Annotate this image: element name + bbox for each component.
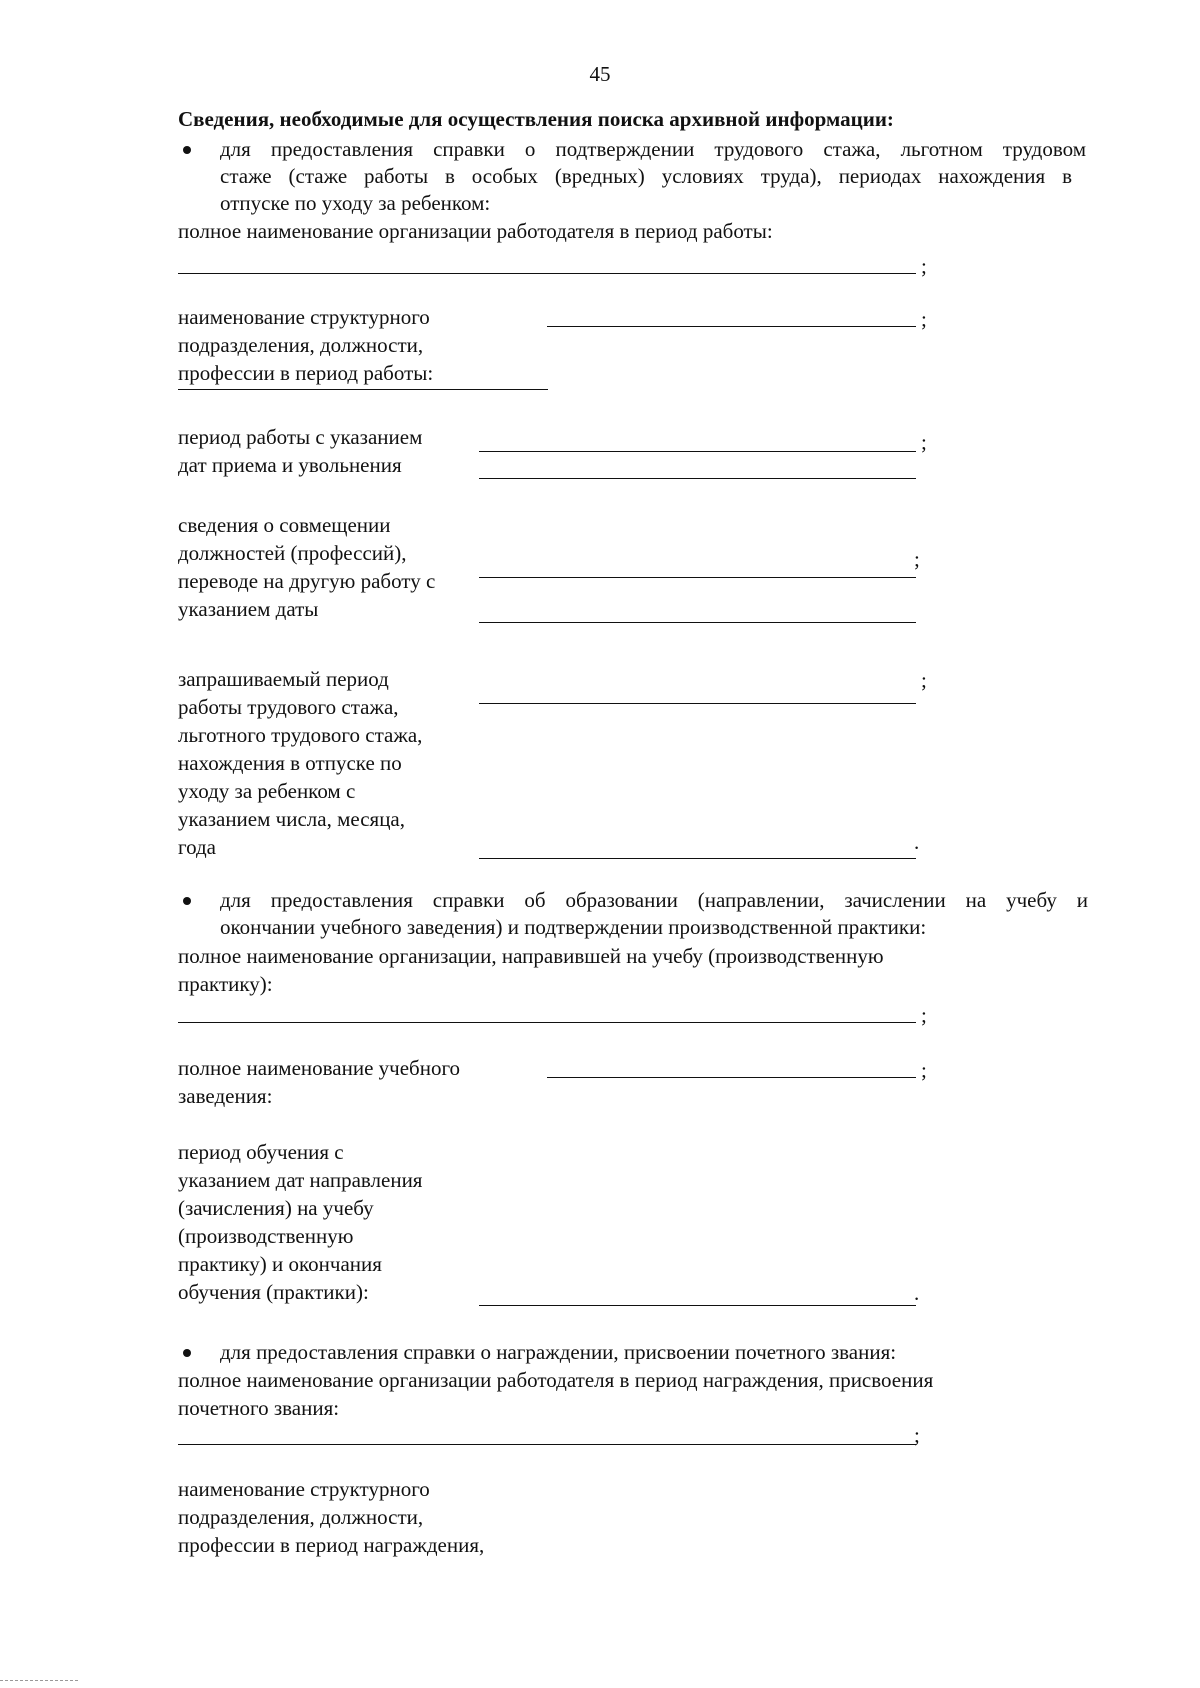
bullet-icon [183,146,191,154]
division-label: наименование структурного подразделения, должности, профессии в период работы: [178,305,434,385]
semicolon: ; [914,547,920,571]
semicolon: ; [921,1058,927,1082]
semicolon: ; [921,1003,927,1027]
semicolon: ; [921,430,927,454]
period-mark: . [914,1281,920,1305]
referring-org-label: полное наименование организации, направившей на учебу (производственную практику): [178,944,884,996]
sec2-bullet-line-2: окончании учебного заведения) и подтверждении производственной практики: [220,915,927,939]
semicolon: ; [914,1423,920,1447]
bullet-icon [183,1349,191,1357]
bullet-icon [183,897,191,905]
combination-field-2[interactable] [479,622,916,623]
page-title: Сведения, необходимые для осуществления поиска архивной информации: [178,107,894,131]
page-number: 45 [589,62,611,86]
work-period-label: период работы с указанием дат приема и увольнения [178,425,423,477]
study-period-field[interactable] [479,1305,916,1306]
study-period-label: период обучения с указанием дат направления (зачисления) на учебу (производственную практику) и окончания обучения (практики): [178,1140,423,1304]
scan-artifact [0,1680,78,1681]
period-mark: . [914,830,920,854]
division-field[interactable] [547,326,916,327]
employer-name-field[interactable] [178,273,916,274]
award-employer-label: полное наименование организации работодателя в период награждения, присвоения почетного звания: [178,1368,934,1420]
work-period-field-2[interactable] [479,478,916,479]
semicolon: ; [921,254,927,278]
sec2-bullet-line-1: для предоставления справки об образовании (направлении, зачислении на учебу и [220,888,1088,912]
employer-name-label: полное наименование организации работодателя в период работы: [178,219,773,243]
award-employer-field[interactable] [178,1444,916,1445]
award-division-label: наименование структурного подразделения, должности, профессии в период награждения, [178,1477,485,1557]
requested-period-field-2[interactable] [479,858,916,859]
sec3-bullet-line: для предоставления справки о награждении, присвоении почетного звания: [220,1340,897,1364]
combination-field[interactable] [479,577,916,578]
sec1-bullet-line-1: для предоставления справки о подтверждении трудового стажа, льготном трудовом [220,137,1086,161]
sec1-bullet-line-2: стаже (стаже работы в особых (вредных) условиях труда), периодах нахождения в [220,164,1072,188]
school-field[interactable] [547,1077,916,1078]
referring-org-field[interactable] [178,1022,916,1023]
sec1-bullet-line-3: отпуске по уходу за ребенком: [220,191,491,215]
division-field-underline [178,389,548,390]
work-period-field[interactable] [479,451,916,452]
requested-period-label: запрашиваемый период работы трудового стажа, льготного трудового стажа, нахождения в отпуске по уходу за ребенком с указанием числа, месяца, года [178,667,423,859]
semicolon: ; [921,307,927,331]
school-label: полное наименование учебного заведения: [178,1056,461,1108]
semicolon: ; [921,668,927,692]
requested-period-field[interactable] [479,703,916,704]
combination-label: сведения о совмещении должностей (профессий), переводе на другую работу с указанием даты [178,513,436,621]
